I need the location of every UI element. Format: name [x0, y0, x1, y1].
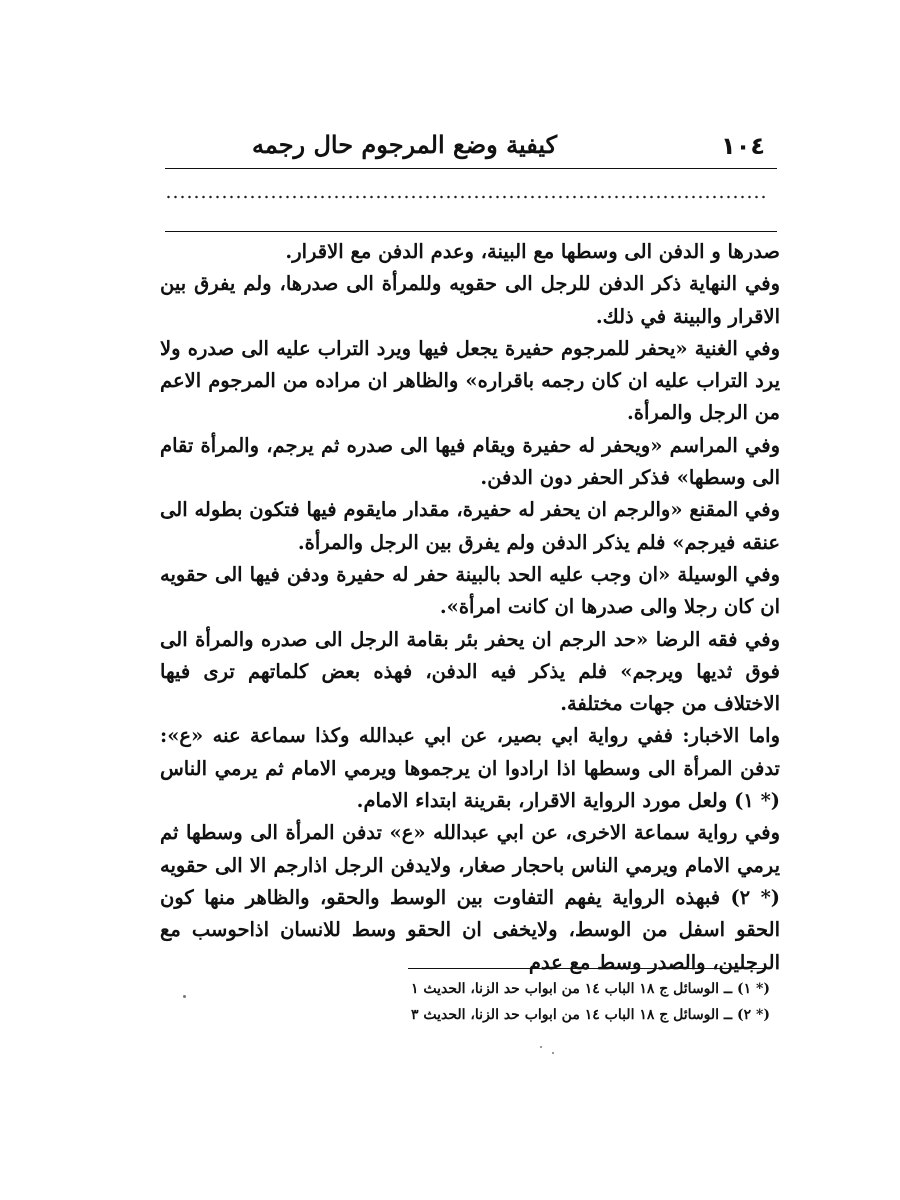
body-text — [160, 236, 780, 979]
paragraph-4: وفي المراسم «ويحفر له حفيرة ويقام فيها الى صدره ثم يرجم، والمرأة تقام الى وسطها» فذكر الحفر دون الدفن. — [160, 433, 780, 490]
header-rule — [165, 168, 777, 169]
dotted-separator — [165, 190, 765, 206]
scan-speck — [540, 1046, 542, 1048]
paragraph-3: وفي الغنية «يحفر للمرجوم حفيرة يجعل فيها ويرد التراب عليه الى صدره ولا يرد التراب عليه ان كان رجمه باقراره» والظاهر ان مراده من المرجوم الاعم من الرجل والمرأة. — [160, 336, 780, 425]
paragraph-7: وفي فقه الرضا «حد الرجم ان يحفر بئر بقامة الرجل الى صدره والمرأة الى فوق ثديها ويرجم» فلم يذكر فيه الدفن، فهذه بعض كلماتهم ترى فيها الاختلاف من جهات مختلفة. — [160, 627, 780, 716]
paragraph-5: وفي المقنع «والرجم ان يحفر له حفيرة، مقدار مايقوم فيها فتكون بطوله الى عنقه فيرجم» فلم يذكر الدفن ولم يفرق بين الرجل والمرأة. — [160, 498, 780, 554]
paragraph-1: صدرها و الدفن الى وسطها مع البينة، وعدم الدفن مع الاقرار. — [285, 240, 780, 263]
scan-speck — [183, 995, 186, 998]
footnotes — [350, 976, 770, 1028]
page-number: ١٠٤ — [721, 132, 765, 160]
paragraph-6: وفي الوسيلة «ان وجب عليه الحد بالبينة حفر له حفيرة ودفن فيها الى حقويه ان كان رجلا والى صدرها ان كانت امرأة». — [160, 562, 780, 619]
paragraph-9: وفي رواية سماعة الاخرى، عن ابي عبدالله «ع» تدفن المرأة الى وسطها ثم يرمي الامام ويرمي الناس باحجار صغار، ولايدفن الرجل اذارجم الا الى حقويه (* ٢) فبهذه الرواية يفهم التفاوت بين الوسط والحقو، والظاهر منها كون الحقو اسفل من الوسط، ولايخفى ان الحقو وسط للانسان اذاحوسب مع الرجلين، والصدر وسط مع عدم — [160, 821, 780, 974]
footnote-1: (* ١) ــ الوسائل ج ١٨ الباب ١٤ من ابواب حد الزنا، الحديث ١ — [410, 981, 770, 997]
page-header — [165, 128, 765, 164]
scan-speck — [552, 1052, 554, 1054]
paragraph-2: وفي النهاية ذكر الدفن للرجل الى حقويه وللمرأة الى صدرها، ولم يفرق بين الاقرار والبينة في ذلك. — [160, 272, 780, 328]
footnote-rule — [408, 968, 770, 969]
running-title: كيفية وضع المرجوم حال رجمه — [251, 130, 557, 159]
header-bottom-rule — [165, 231, 777, 232]
paragraph-8: واما الاخبار: ففي رواية ابي بصير، عن ابي عبدالله وكذا سماعة عنه «ع»: تدفن المرأة الى وسطها اذا ارادوا ان يرجموها ويرمي الامام ثم يرمي الناس (* ١) ولعل مورد الرواية الاقرار، بقرينة ابتداء الامام. — [160, 724, 780, 813]
footnote-2: (* ٢) ــ الوسائل ج ١٨ الباب ١٤ من ابواب حد الزنا، الحديث ٣ — [410, 1007, 770, 1023]
